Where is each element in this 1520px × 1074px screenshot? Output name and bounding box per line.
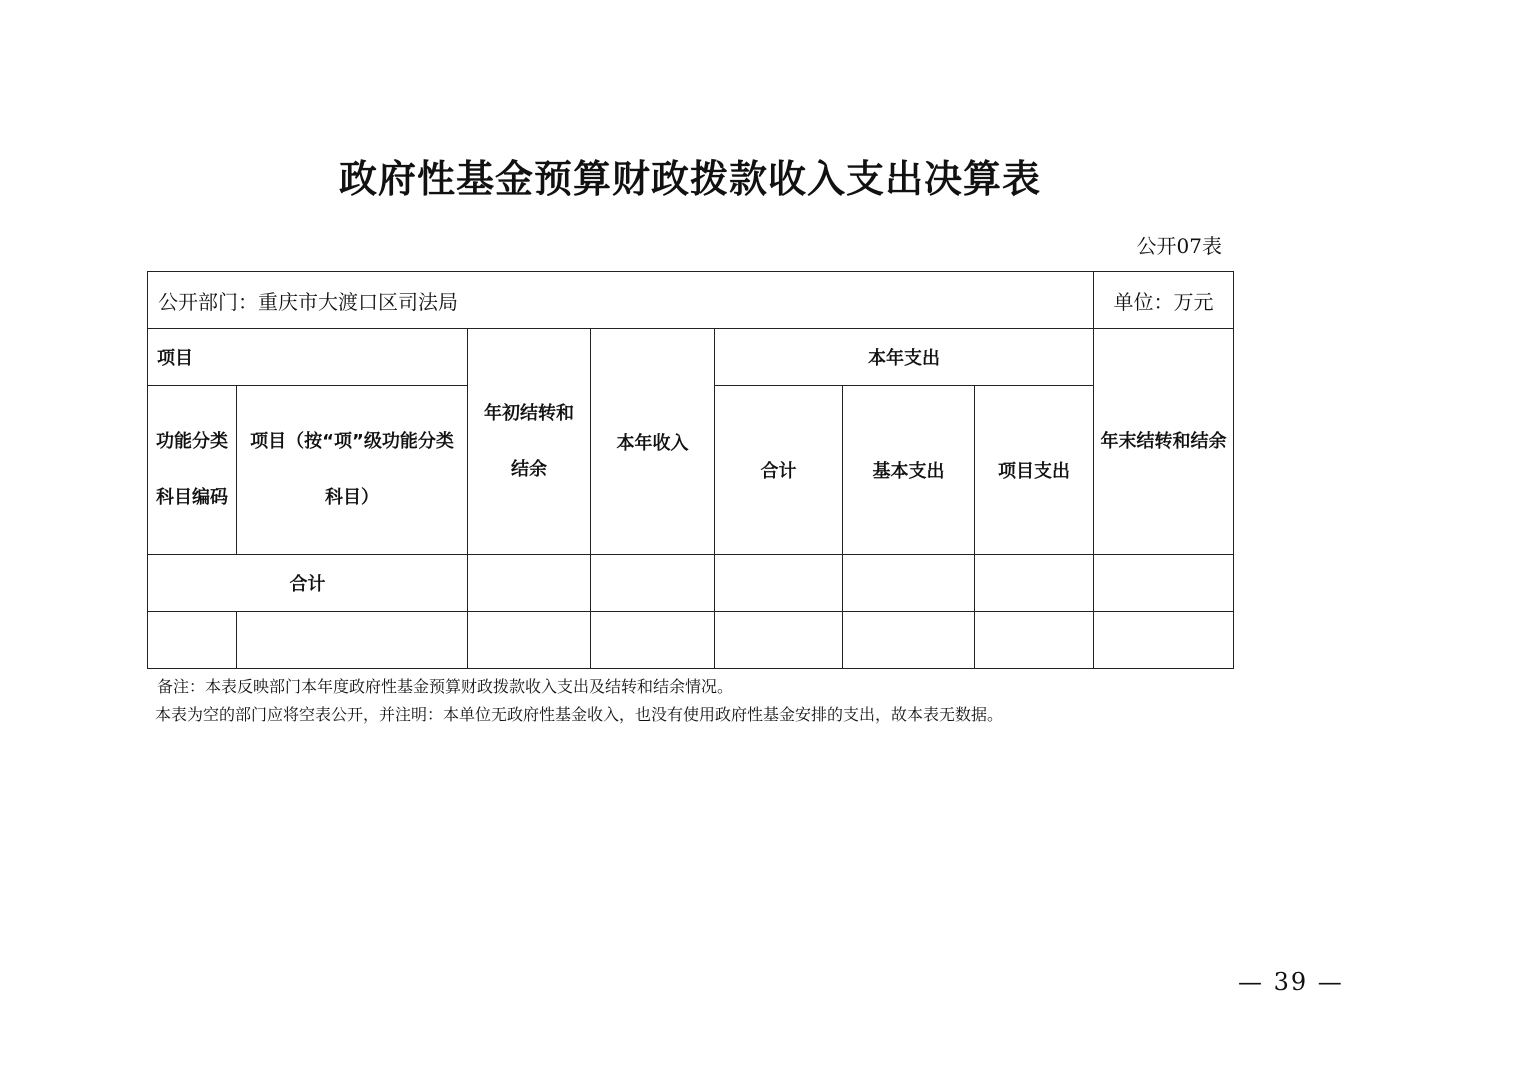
cell-project-expense	[975, 612, 1094, 669]
total-end-balance	[1094, 555, 1234, 612]
cell-func-code	[148, 612, 237, 669]
header-func-code: 功能分类科目编码	[148, 386, 237, 555]
page-number: — 39 —	[1238, 968, 1344, 996]
cell-project-name	[237, 612, 468, 669]
cell-expense-total	[715, 612, 843, 669]
cell-basic-expense	[843, 612, 975, 669]
header-current-income: 本年收入	[591, 329, 715, 555]
header-project-expense: 项目支出	[975, 386, 1094, 555]
total-begin-balance	[468, 555, 591, 612]
budget-table	[147, 271, 1234, 669]
header-current-year-expense: 本年支出	[715, 329, 1094, 386]
header-end-balance: 年末结转和结余	[1094, 329, 1234, 555]
header-basic-expense: 基本支出	[843, 386, 975, 555]
note-line-1: 备注：本表反映部门本年度政府性基金预算财政拨款收入支出及结转和结余情况。	[157, 677, 734, 696]
unit-cell: 单位：万元	[1094, 272, 1234, 329]
cell-end-balance	[1094, 612, 1234, 669]
notes	[157, 673, 1003, 729]
header-total: 合计	[715, 386, 843, 555]
cell-current-income	[591, 612, 715, 669]
header-row-1	[148, 329, 1234, 386]
department-row	[148, 272, 1234, 329]
total-current-income	[591, 555, 715, 612]
note-line-2: 本表为空的部门应将空表公开，并注明：本单位无政府性基金收入，也没有使用政府性基金安排的支出，故本表无数据。	[155, 705, 1004, 724]
department-cell: 公开部门：重庆市大渡口区司法局	[148, 272, 1094, 329]
total-project-expense	[975, 555, 1094, 612]
total-row	[148, 555, 1234, 612]
table-number: 公开07表	[1136, 234, 1222, 258]
table-row	[148, 612, 1234, 669]
total-expense-total	[715, 555, 843, 612]
header-project-name: 项目（按“项”级功能分类科目）	[237, 386, 468, 555]
total-basic-expense	[843, 555, 975, 612]
header-begin-balance: 年初结转和结余	[468, 329, 591, 555]
cell-begin-balance	[468, 612, 591, 669]
page-title: 政府性基金预算财政拨款收入支出决算表	[338, 157, 1041, 201]
header-project: 项目	[148, 329, 468, 386]
total-label: 合计	[148, 555, 468, 612]
